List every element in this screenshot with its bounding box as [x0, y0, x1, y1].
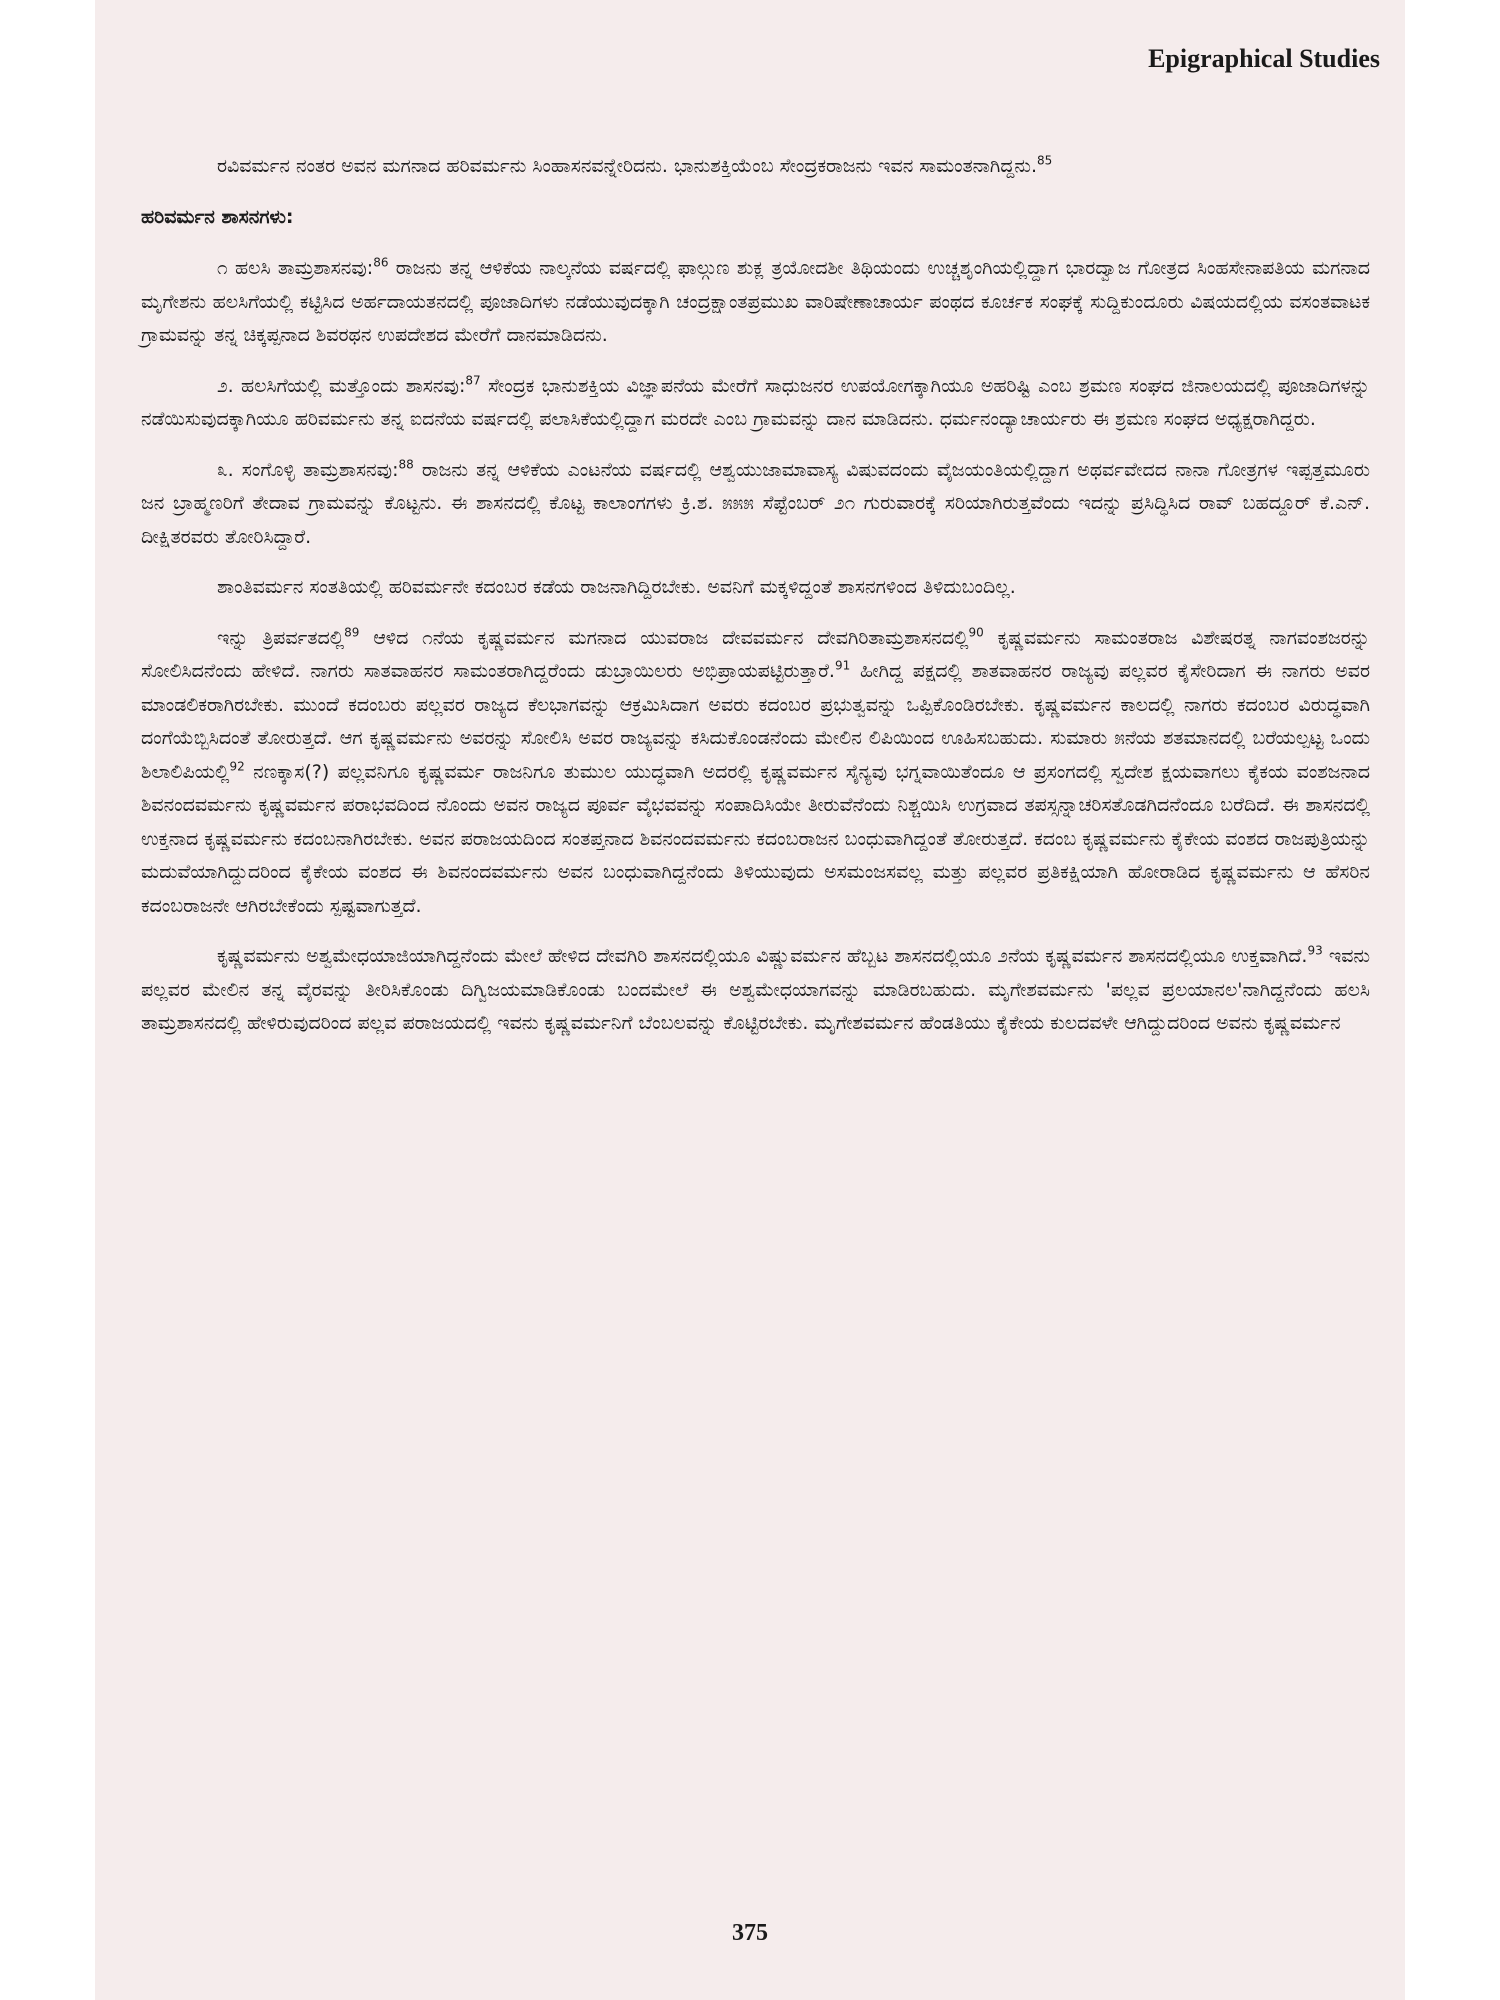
book-page — [95, 0, 1405, 2000]
footnote-ref: 90 — [968, 625, 984, 640]
footnote-ref: 85 — [1036, 153, 1053, 168]
section-heading: ಹರಿವರ್ಮನ ಶಾಸನಗಳು: — [141, 205, 294, 228]
footnote-ref: 87 — [465, 373, 481, 388]
footnote-ref: 88 — [398, 457, 414, 472]
footnote-ref: 93 — [1307, 943, 1323, 958]
running-header: Epigraphical Studies — [1148, 44, 1380, 73]
page-body — [141, 150, 1370, 1058]
footnote-ref: 91 — [834, 658, 851, 673]
paragraph-halasi-plate-1: ೧ ಹಲಸಿ ತಾಮ್ರಶಾಸನವು:$^{86}$ ರಾಜನು ತನ್ನ ಆಳಿಕೆಯ ನಾಲ್ಕನೆಯ ವರ್ಷದಲ್ಲಿ ಫಾಲ್ಗುಣ ಶುಕ್ಲ ತ್ರಯೋದಶೀ ತಿಥಿಯಂದು ಉಚ್ಚಶೃಂಗಿಯಲ್ಲಿದ್ದಾಗ ಭಾರದ್ವಾಜ ಗೋತ್ರದ ಸಿಂಹಸೇನಾಪತಿಯ ಮಗನಾದ ಮೃಗೇಶನು ಹಲಸಿಗೆಯಲ್ಲಿ ಕಟ್ಟಿಸಿದ ಅರ್ಹದಾಯತನದಲ್ಲಿ ಪೂಜಾದಿಗಳು ನಡೆಯುವುದಕ್ಕಾಗಿ ಚಂದ್ರಕ್ಷಾಂತಪ್ರಮುಖ ವಾರಿಷೇಣಾಚಾರ್ಯ ಪಂಥದ ಕೂರ್ಚಕ ಸಂಘಕ್ಕೆ ಸುದ್ದಿಕುಂದೂರು ವಿಷಯದಲ್ಲಿಯ ವಸಂತವಾಟಕ ಗ್ರಾಮವನ್ನು ತನ್ನ ಚಿಕ್ಕಪ್ಪನಾದ ಶಿವರಥನ ಉಪದೇಶದ ಮೇರೆಗೆ ದಾನಮಾಡಿದನು. — [141, 255, 1370, 346]
paragraph-1: ರವಿವರ್ಮನ ನಂತರ ಅವನ ಮಗನಾದ ಹರಿವರ್ಮನು ಸಿಂಹಾಸನವನ್ನೇರಿದನು. ಭಾನುಶಕ್ತಿಯೆಂಬ ಸೇಂದ್ರಕರಾಜನು ಇವನ ಸಾಮಂತನಾಗಿದ್ದನು.$^{85}$ — [217, 153, 1053, 177]
footnote-ref: 86 — [373, 255, 389, 270]
page-number: 375 — [732, 1920, 768, 1946]
paragraph-ashvamedha: ಕೃಷ್ಣವರ್ಮನು ಅಶ್ವಮೇಧಯಾಜಿಯಾಗಿದ್ದನೆಂದು ಮೇಲೆ ಹೇಳಿದ ದೇವಗಿರಿ ಶಾಸನದಲ್ಲಿಯೂ ವಿಷ್ಣುವರ್ಮನ ಹೆಬ್ಬಟ ಶಾಸನದಲ್ಲಿಯೂ ೨ನೆಯ ಕೃಷ್ಣವರ್ಮನ ಶಾಸನದಲ್ಲಿಯೂ ಉಕ್ತವಾಗಿದೆ.$^{93}$ ಇವನು ಪಲ್ಲವರ ಮೇಲಿನ ತನ್ನ ವೈರವನ್ನು ತೀರಿಸಿಕೊಂಡು ದಿಗ್ವಿಜಯಮಾಡಿಕೊಂಡು ಬಂದಮೇಲೆ ಈ ಅಶ್ವಮೇಧಯಾಗವನ್ನು ಮಾಡಿರಬಹುದು. ಮೃಗೇಶವರ್ಮನು 'ಪಲ್ಲವ ಪ್ರಲಯಾನಲ'ನಾಗಿದ್ದನೆಂದು ಹಲಸಿ ತಾಮ್ರಶಾಸನದಲ್ಲಿ ಹೇಳಿರುವುದರಿಂದ ಪಲ್ಲವ ಪರಾಜಯದಲ್ಲಿ ಇವನು ಕೃಷ್ಣವರ್ಮನಿಗೆ ಬೆಂಬಲವನ್ನು ಕೊಟ್ಟಿರಬೇಕು. ಮೃಗೇಶವರ್ಮನ ಹೆಂಡತಿಯು ಕೈಕೇಯ ಕುಲದವಳೇ ಆಗಿದ್ದುದರಿಂದ ಅವನು ಕೃಷ್ಣವರ್ಮನ — [141, 943, 1370, 1034]
paragraph-sangolli-plate: ೩. ಸಂಗೊಳ್ಳಿ ತಾಮ್ರಶಾಸನವು:$^{88}$ ರಾಜನು ತನ್ನ ಆಳಿಕೆಯ ಎಂಟನೆಯ ವರ್ಷದಲ್ಲಿ ಆಶ್ವಯುಜಾಮಾವಾಸ್ಯ ವಿಷುವದಂದು ವೈಜಯಂತಿಯಲ್ಲಿದ್ದಾಗ ಅಥರ್ವವೇದದ ನಾನಾ ಗೋತ್ರಗಳ ಇಪ್ಪತ್ತಮೂರು ಜನ ಬ್ರಾಹ್ಮಣರಿಗೆ ತೇದಾವ ಗ್ರಾಮವನ್ನು ಕೊಟ್ಟನು. ಈ ಶಾಸನದಲ್ಲಿ ಕೊಟ್ಟ ಕಾಲಾಂಗಗಳು ಕ್ರಿ.ಶ. ೫೫೫ ಸೆಪ್ಟೆಂಬರ್ ೨೧ ಗುರುವಾರಕ್ಕೆ ಸರಿಯಾಗಿರುತ್ತವೆಂದು ಇದನ್ನು ಪ್ರಸಿದ್ಧಿಸಿದ ರಾವ್ ಬಹದ್ದೂರ್ ಕೆ.ಎನ್. ದೀಕ್ಷಿತರವರು ತೋರಿಸಿದ್ದಾರೆ. — [141, 457, 1370, 548]
paragraph-shantivarma: ಶಾಂತಿವರ್ಮನ ಸಂತತಿಯಲ್ಲಿ ಹರಿವರ್ಮನೇ ಕದಂಬರ ಕಡೆಯ ರಾಜನಾಗಿದ್ದಿರಬೇಕು. ಅವನಿಗೆ ಮಕ್ಕಳಿದ್ದಂತೆ ಶಾಸನಗಳಿಂದ ತಿಳಿದುಬಂದಿಲ್ಲ. — [217, 576, 1016, 598]
footnote-ref: 89 — [344, 625, 360, 640]
paragraph-krishnavarma: ಇನ್ನು ತ್ರಿಪರ್ವತದಲ್ಲಿ$^{89}$ ಆಳಿದ ೧ನೆಯ ಕೃಷ್ಣವರ್ಮನ ಮಗನಾದ ಯುವರಾಜ ದೇವವರ್ಮನ ದೇವಗಿರಿತಾಮ್ರಶಾಸನದಲ್ಲಿ$^{90}$ ಕೃಷ್ಣವರ್ಮನು ಸಾಮಂತರಾಜ ವಿಶೇಷರತ್ನ ನಾಗವಂಶಜರನ್ನು ಸೋಲಿಸಿದನೆಂದು ಹೇಳಿದೆ. ನಾಗರು ಸಾತವಾಹನರ ಸಾಮಂತರಾಗಿದ್ದರೆಂದು ಡುಬ್ರಾಯಿಲರು ಅಭಿಪ್ರಾಯಪಟ್ಟಿರುತ್ತಾರೆ.$^{91}$ ಹೀಗಿದ್ದ ಪಕ್ಷದಲ್ಲಿ ಶಾತವಾಹನರ ರಾಜ್ಯವು ಪಲ್ಲವರ ಕೈಸೇರಿದಾಗ ಈ ನಾಗರು ಅವರ ಮಾಂಡಲಿಕರಾಗಿರಬೇಕು. ಮುಂದೆ ಕದಂಬರು ಪಲ್ಲವರ ರಾಜ್ಯದ ಕೆಲಭಾಗವನ್ನು ಆಕ್ರಮಿಸಿದಾಗ ಅವರು ಕದಂಬರ ಪ್ರಭುತ್ವವನ್ನು ಒಪ್ಪಿಕೊಂಡಿರಬೇಕು. ಕೃಷ್ಣವರ್ಮನ ಕಾಲದಲ್ಲಿ ನಾಗರು ಕದಂಬರ ವಿರುದ್ಧವಾಗಿ ದಂಗೆಯೆಬ್ಬಿಸಿದಂತೆ ತೋರುತ್ತದೆ. ಆಗ ಕೃಷ್ಣವರ್ಮನು ಅವರನ್ನು ಸೋಲಿಸಿ ಅವರ ರಾಜ್ಯವನ್ನು ಕಸಿದುಕೊಂಡನೆಂದು ಮೇಲಿನ ಲಿಪಿಯಿಂದ ಊಹಿಸಬಹುದು. ಸುಮಾರು ೫ನೆಯ ಶತಮಾನದಲ್ಲಿ ಬರೆಯಲ್ಪಟ್ಟ ಒಂದು ಶಿಲಾಲಿಪಿಯಲ್ಲಿ$^{92}$ ನಣಕ್ಕಾಸ(?) ಪಲ್ಲವನಿಗೂ ಕೃಷ್ಣವರ್ಮ ರಾಜನಿಗೂ ತುಮುಲ ಯುದ್ಧವಾಗಿ ಅದರಲ್ಲಿ ಕೃಷ್ಣವರ್ಮನ ಸೈನ್ಯವು ಭಗ್ನವಾಯಿತೆಂದೂ ಆ ಪ್ರಸಂಗದಲ್ಲಿ ಸ್ವದೇಶ ಕ್ಷಯವಾಗಲು ಕೈಕಯ ವಂಶಜನಾದ ಶಿವನಂದವರ್ಮನು ಕೃಷ್ಣವರ್ಮನ ಪರಾಭವದಿಂದ ನೊಂದು ಅವನ ರಾಜ್ಯದ ಪೂರ್ವ ವೈಭವವನ್ನು ಸಂಪಾದಿಸಿಯೇ ತೀರುವೆನೆಂದು ನಿಶ್ಚಯಿಸಿ ಉಗ್ರವಾದ ತಪಸ್ಸನ್ನಾಚರಿಸತೊಡಗಿದನೆಂದೂ ಬರೆದಿದೆ. ಈ ಶಾಸನದಲ್ಲಿ ಉಕ್ತನಾದ ಕೃಷ್ಣವರ್ಮನು ಕದಂಬನಾಗಿರಬೇಕು. ಅವನ ಪರಾಜಯದಿಂದ ಸಂತಪ್ತನಾದ ಶಿವನಂದವರ್ಮನು ಕದಂಬರಾಜನ ಬಂಧುವಾಗಿದ್ದಂತೆ ತೋರುತ್ತದೆ. ಕದಂಬ ಕೃಷ್ಣವರ್ಮನು ಕೈಕೇಯ ವಂಶದ ರಾಜಪುತ್ರಿಯನ್ನು ಮದುವೆಯಾಗಿದ್ದುದರಿಂದ ಕೈಕೇಯ ವಂಶದ ಈ ಶಿವನಂದವರ್ಮನು ಅವನ ಬಂಧುವಾಗಿದ್ದನೆಂದು ತಿಳಿಯುವುದು ಅಸಮಂಜಸವಲ್ಲ ಮತ್ತು ಪಲ್ಲವರ ಪ್ರತಿಕಕ್ಷಿಯಾಗಿ ಹೋರಾಡಿದ ಕೃಷ್ಣವರ್ಮನು ಆ ಹೆಸರಿನ ಕದಂಬರಾಜನೇ ಆಗಿರಬೇಕೆಂದು ಸ್ಪಷ್ಟವಾಗುತ್ತದೆ. — [141, 625, 1370, 917]
paragraph-halasi-plate-2: ೨. ಹಲಸಿಗೆಯಲ್ಲಿ ಮತ್ತೊಂದು ಶಾಸನವು:$^{87}$ ಸೇಂದ್ರಕ ಭಾನುಶಕ್ತಿಯ ವಿಜ್ಞಾಪನೆಯ ಮೇರೆಗೆ ಸಾಧುಜನರ ಉಪಯೋಗಕ್ಕಾಗಿಯೂ ಅಹರಿಷ್ಟಿ ಎಂಬ ಶ್ರಮಣ ಸಂಘದ ಜಿನಾಲಯದಲ್ಲಿ ಪೂಜಾದಿಗಳನ್ನು ನಡೆಯಿಸುವುದಕ್ಕಾಗಿಯೂ ಹರಿವರ್ಮನು ತನ್ನ ಐದನೆಯ ವರ್ಷದಲ್ಲಿ ಪಲಾಸಿಕೆಯಲ್ಲಿದ್ದಾಗ ಮರದೇ ಎಂಬ ಗ್ರಾಮವನ್ನು ದಾನ ಮಾಡಿದನು. ಧರ್ಮನಂದ್ಯಾಚಾರ್ಯರು ಈ ಶ್ರಮಣ ಸಂಘದ ಅಧ್ಯಕ್ಷರಾಗಿದ್ದರು. — [141, 373, 1371, 430]
footnote-ref: 92 — [229, 759, 245, 774]
